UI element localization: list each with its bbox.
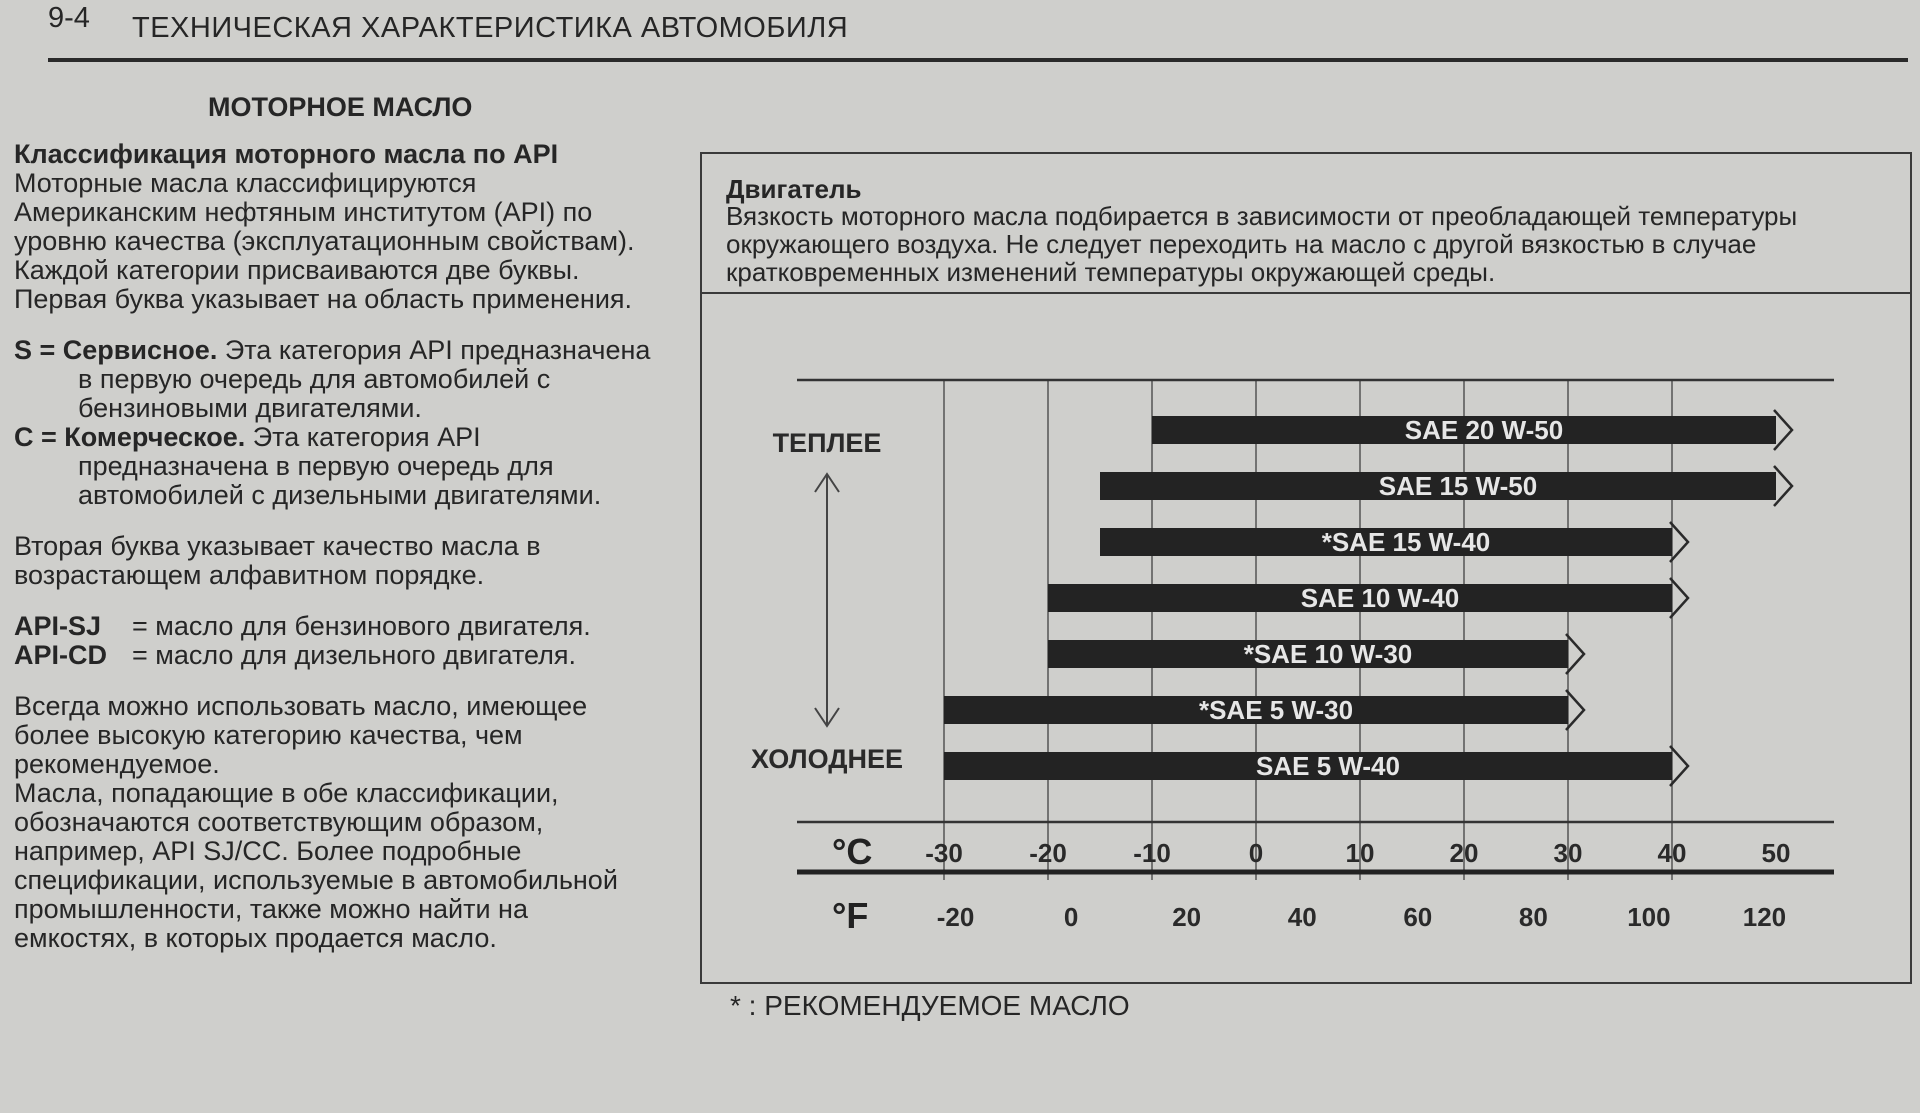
celsius-tick-label: 40 <box>1657 838 1687 868</box>
api-cd-term: API-CD <box>14 640 107 670</box>
colder-label: ХОЛОДНЕЕ <box>751 744 903 774</box>
oil-grade-label: *SAE 15 W-40 <box>1321 527 1491 557</box>
viscosity-chart <box>702 154 1910 982</box>
footnote: * : РЕКОМЕНДУЕМОЕ МАСЛО <box>730 990 1130 1021</box>
definition-s-term: S = Сервисное. <box>14 335 218 365</box>
fahrenheit-tick-label: 40 <box>1287 902 1317 932</box>
oil-grade-label: *SAE 10 W-30 <box>1243 639 1413 669</box>
definition-c <box>14 423 654 510</box>
engine-oil-box <box>700 152 1912 984</box>
api-cd-text: = масло для дизельного двигателя. <box>132 640 577 670</box>
celsius-tick-label: -30 <box>925 838 963 868</box>
celsius-tick-label: 0 <box>1248 838 1264 868</box>
page-title: ТЕХНИЧЕСКАЯ ХАРАКТЕРИСТИКА АВТОМОБИЛЯ <box>132 12 849 44</box>
fahrenheit-tick-label: 100 <box>1627 902 1671 932</box>
api-cd-row <box>14 641 654 670</box>
oil-grade-label: SAE 5 W-40 <box>1256 751 1400 781</box>
fahrenheit-tick-label: 60 <box>1403 902 1433 932</box>
fahrenheit-tick-label: -20 <box>936 902 975 932</box>
page-number: 9-4 <box>48 2 90 34</box>
fahrenheit-tick-label: 20 <box>1172 902 1202 932</box>
celsius-tick-label: 50 <box>1761 838 1791 868</box>
always-paragraph: Всегда можно использовать масло, имеющее более высокую категорию качества, чем рекомендуемое. <box>14 691 588 779</box>
engine-description: Вязкость моторного масла подбирается в зависимости от преобладающей температуры окружающего воздуха. Не следует переходить на масло с другой вязкостью в случае кратковременных изменений температуры окружающей среды. <box>726 201 1798 287</box>
api-subhead: Классификация моторного масла по API <box>14 139 559 169</box>
fahrenheit-tick-label: 120 <box>1742 902 1787 932</box>
both-classes-paragraph: Масла, попадающие в обе классификации, обозначаются соответствующим образом, например, API SJ/CC. Более подробные спецификации, используемые в автомобильной промышленности, также можно найти на емкостях, в которых продается масло. <box>14 778 618 953</box>
definition-c-text: Эта категория API предназначена в первую очередь для автомобилей с дизельными двигателями. <box>78 422 602 510</box>
definition-c-term: C = Комерческое. <box>14 422 246 452</box>
oil-grade-label: SAE 10 W-40 <box>1300 583 1460 613</box>
fahrenheit-tick-label: 80 <box>1518 902 1548 932</box>
fahrenheit-tick-label: 0 <box>1063 902 1079 932</box>
second-letter-paragraph: Вторая буква указывает качество масла в возрастающем алфавитном порядке. <box>14 531 541 590</box>
definition-s-text: Эта категория API предназначена в первую очередь для автомобилей с бензиновыми двигателями. <box>78 335 651 423</box>
page-header <box>48 2 1908 62</box>
celsius-unit-label: °C <box>832 831 873 872</box>
oil-grade-label: SAE 20 W-50 <box>1404 415 1564 445</box>
intro-paragraph: Моторные масла классифицируются Американским нефтяным институтом (API) по уровню качества (эксплуатационным свойствам). Каждой категории присваиваются две буквы. Первая буква указывает на область применения. <box>14 168 635 314</box>
oil-grade-label: SAE 15 W-50 <box>1378 471 1538 501</box>
celsius-tick-label: -20 <box>1029 838 1067 868</box>
api-sj-term: API-SJ <box>14 611 102 641</box>
celsius-tick-label: 30 <box>1553 838 1583 868</box>
celsius-tick-label: 10 <box>1345 838 1375 868</box>
warmer-label: ТЕПЛЕЕ <box>772 428 882 458</box>
section-title: МОТОРНОЕ МАСЛО <box>208 92 473 122</box>
celsius-tick-label: -10 <box>1133 838 1171 868</box>
bar-arrowhead-icon <box>1774 410 1792 450</box>
engine-heading: Двигатель <box>726 174 862 204</box>
fahrenheit-unit-label: °F <box>832 895 869 936</box>
bar-arrowhead-icon <box>1774 466 1792 506</box>
celsius-tick-label: 20 <box>1449 838 1479 868</box>
api-sj-text: = масло для бензинового двигателя. <box>132 611 591 641</box>
definition-s <box>14 336 654 423</box>
oil-grade-label: *SAE 5 W-30 <box>1198 695 1354 725</box>
api-sj-row <box>14 612 654 641</box>
left-column <box>14 140 654 953</box>
